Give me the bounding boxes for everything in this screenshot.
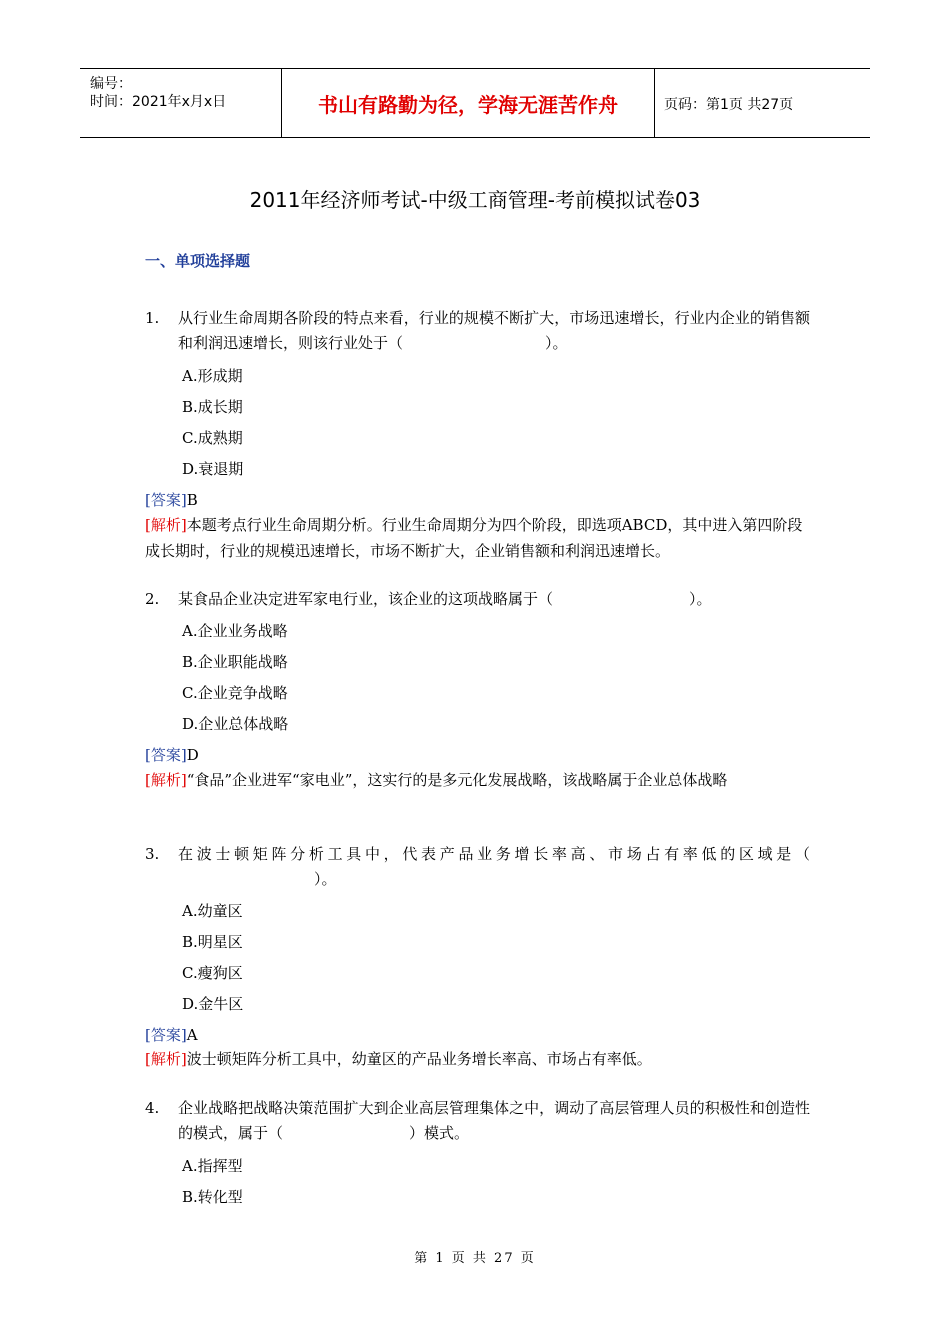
code-label: 编号： <box>90 76 132 92</box>
explain-text: 本题考点行业生命周期分析。行业生命周期分为四个阶段，即选项ABCD，其中进入第四阶段成长期时，行业的规模迅速增长，市场不断扩大，企业销售额和利润迅速增长。 <box>145 516 803 560</box>
question-3 <box>145 842 810 892</box>
answer-line <box>145 487 810 513</box>
option: A.形成期 <box>182 367 243 385</box>
explain-text: 波士顿矩阵分析工具中，幼童区的产品业务增长率高、市场占有率低。 <box>186 1050 652 1068</box>
option: B.明星区 <box>182 933 243 951</box>
stem-text: 在波士顿矩阵分析工具中，代表产品业务增长率高、市场占有率低的区域是（ <box>178 845 810 863</box>
question-stem <box>178 587 810 612</box>
answer-tag: [答案] <box>145 746 187 764</box>
question-stem <box>178 842 810 892</box>
header-divider <box>654 69 655 137</box>
explain-tag: [解析] <box>145 516 187 534</box>
question-2 <box>145 587 810 612</box>
option: A.企业业务战略 <box>182 622 288 640</box>
answer-value: A <box>186 1026 198 1044</box>
stem-text-end: ）模式。 <box>409 1124 470 1142</box>
page-footer: 第 1 页 共 27 页 <box>414 1251 536 1266</box>
option: C.成熟期 <box>182 429 243 447</box>
answer-value: D <box>186 746 199 764</box>
question-1 <box>145 306 810 356</box>
option: C.瘦狗区 <box>182 964 243 982</box>
stem-text: 从行业生命周期各阶段的特点来看，行业的规模不断扩大，市场迅速增长，行业内企业的销售额和利润迅速增长，则该行业处于（ <box>178 309 810 352</box>
stem-text-end: ）。 <box>689 590 712 608</box>
answer-line <box>145 742 810 768</box>
header-table <box>80 68 870 138</box>
stem-text: 某食品企业决定进军家电行业，该企业的这项战略属于（ <box>178 590 554 608</box>
option: B.转化型 <box>182 1188 243 1206</box>
explain-text: “食品”企业进军“家电业”，这实行的是多元化发展战略，该战略属于企业总体战略 <box>186 771 728 789</box>
time-label: 时间：2021年x月x日 <box>90 94 227 110</box>
stem-text-end: ）。 <box>545 334 568 352</box>
explain-tag: [解析] <box>145 1050 187 1068</box>
question-number: 2. <box>145 590 160 608</box>
question-4 <box>145 1096 810 1146</box>
option: B.企业职能战略 <box>182 653 288 671</box>
question-stem <box>178 1096 810 1146</box>
question-stem <box>178 306 810 356</box>
answer-tag: [答案] <box>145 1026 187 1044</box>
explanation <box>145 1046 810 1072</box>
answer-value: B <box>186 491 198 509</box>
header-page-info: 页码：第1页 共27页 <box>664 97 794 113</box>
answer-tag: [答案] <box>145 491 187 509</box>
option: A.指挥型 <box>182 1157 243 1175</box>
stem-text: 企业战略把战略决策范围扩大到企业高层管理集体之中，调动了高层管理人员的积极性和创造性的模式，属于（ <box>178 1099 810 1142</box>
question-number: 4. <box>145 1099 160 1117</box>
question-number: 3. <box>145 845 160 863</box>
option: D.金牛区 <box>182 995 244 1013</box>
option: D.衰退期 <box>182 460 244 478</box>
explanation <box>145 767 810 793</box>
option: C.企业竞争战略 <box>182 684 288 702</box>
option: A.幼童区 <box>182 902 243 920</box>
section-title: 一、单项选择题 <box>145 252 251 270</box>
explain-tag: [解析] <box>145 771 187 789</box>
header-meta-cell <box>80 69 281 137</box>
answer-line <box>145 1022 810 1048</box>
explanation <box>145 512 810 564</box>
question-number: 1. <box>145 309 160 327</box>
option: D.企业总体战略 <box>182 715 289 733</box>
stem-text-end: ）。 <box>314 870 337 888</box>
option: B.成长期 <box>182 398 243 416</box>
document-title: 2011年经济师考试-中级工商管理-考前模拟试卷03 <box>249 188 701 212</box>
header-motto: 书山有路勤为径，学海无涯苦作舟 <box>318 92 618 117</box>
